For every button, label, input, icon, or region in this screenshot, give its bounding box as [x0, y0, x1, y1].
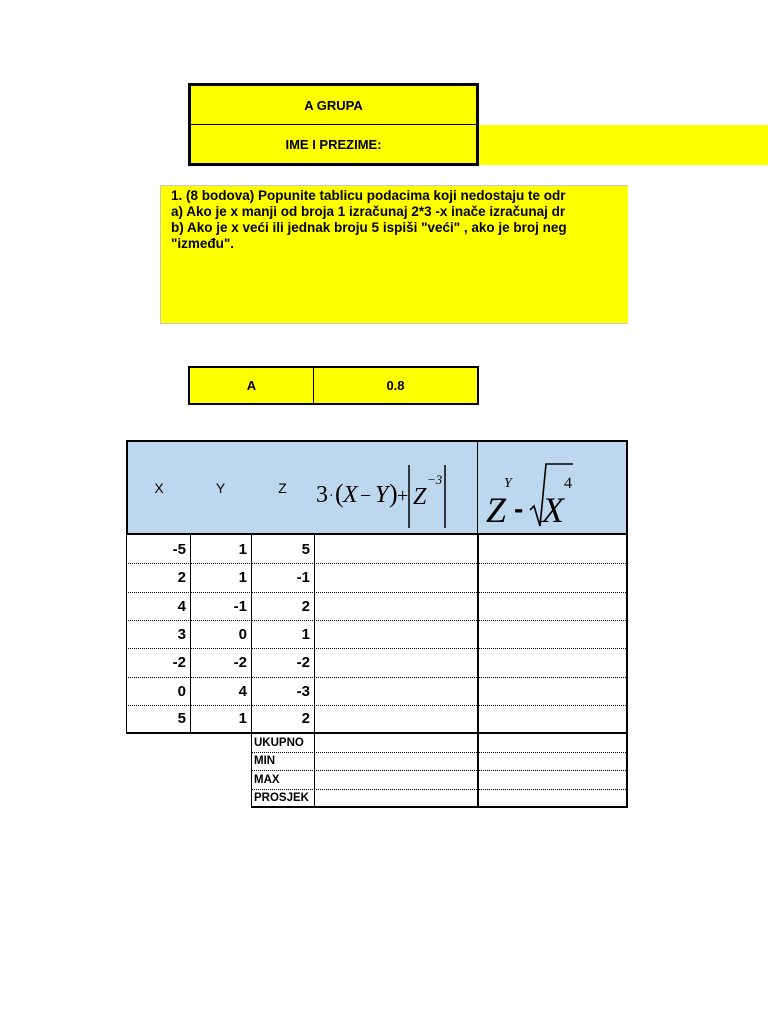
cell-y: 4 [190, 677, 252, 706]
cell-formula-1-result[interactable] [314, 677, 479, 706]
formula-2-z: Z [486, 490, 507, 530]
param-label: A [246, 378, 257, 393]
formula-1-plus: + [397, 485, 409, 507]
cell-formula-1-result[interactable] [314, 620, 479, 649]
summary-label-min: MIN [251, 752, 315, 771]
cell-x: 3 [126, 620, 191, 649]
task-line-4: "između". [171, 236, 235, 251]
formula-1-close: ) [389, 479, 398, 508]
cell-z: -3 [251, 677, 315, 706]
summary-label-ukupno: UKUPNO [251, 733, 315, 753]
cell-z: -1 [251, 563, 315, 593]
cell-formula-1-result[interactable] [314, 563, 479, 593]
cell-formula-1-result[interactable] [314, 705, 479, 734]
name-label: IME I PREZIME: [285, 136, 382, 152]
summary-label-max: MAX [251, 770, 315, 790]
cell-z: -2 [251, 648, 315, 678]
task-line-3: b) Ako je x veći ili jednak broju 5 ispiši "veći" , ako je broj neg [171, 220, 567, 235]
summary-formula-1-ukupno[interactable] [314, 733, 479, 753]
summary-formula-1-min[interactable] [314, 752, 479, 771]
formula-1-dot: · [329, 489, 334, 504]
cell-y: 1 [190, 563, 252, 593]
summary-formula-2-min[interactable] [478, 752, 628, 771]
cell-y: -1 [190, 592, 252, 621]
summary-label-prosjek: PROSJEK [251, 789, 315, 808]
cell-formula-2-result[interactable] [478, 677, 628, 706]
cell-x: 5 [126, 705, 191, 734]
name-label-cell [188, 124, 479, 166]
formula-1-minus: − [360, 485, 372, 507]
cell-x: -2 [126, 648, 191, 678]
cell-formula-1-result[interactable] [314, 535, 479, 564]
formula-1-open: ( [335, 479, 344, 508]
summary-formula-1-prosjek[interactable] [314, 789, 479, 808]
group-label-right-border [476, 83, 628, 125]
cell-formula-2-result[interactable] [478, 648, 628, 678]
formula-2-x: X [542, 490, 564, 530]
formula-1-exp: −3 [427, 472, 443, 487]
summary-formula-2-prosjek[interactable] [478, 789, 628, 808]
cell-formula-1-result[interactable] [314, 592, 479, 621]
column-header-formula-2 [478, 440, 628, 535]
task-line-2: a) Ako je x manji od broja 1 izračunaj 2*3 -x inače izračunaj dr [171, 204, 566, 219]
cell-z: 5 [251, 535, 315, 564]
task-description [160, 185, 628, 324]
column-header-y: Y [190, 440, 252, 535]
cell-formula-2-result[interactable] [478, 535, 628, 564]
cell-z: 1 [251, 620, 315, 649]
param-value: 0.8 [386, 378, 405, 393]
cell-y: 0 [190, 620, 252, 649]
param-label-cell [188, 366, 314, 405]
formula-1-x: X [343, 482, 358, 508]
formula-1-y: Y [375, 482, 389, 508]
summary-formula-2-max[interactable] [478, 770, 628, 790]
param-value-cell[interactable] [313, 366, 479, 405]
cell-formula-2-result[interactable] [478, 592, 628, 621]
column-header-formula-1 [314, 440, 479, 535]
cell-x: -5 [126, 535, 191, 564]
formula-2-zexp: Y [504, 476, 512, 491]
group-label: A GRUPA [304, 97, 363, 113]
formula-1-z: Z [413, 484, 427, 510]
formula-2 [478, 442, 626, 533]
cell-x: 4 [126, 592, 191, 621]
cell-y: 1 [190, 535, 252, 564]
formula-1 [314, 442, 475, 533]
formula-2-minus: - [514, 493, 524, 524]
cell-formula-1-result[interactable] [314, 648, 479, 678]
formula-2-xexp: 4 [564, 475, 572, 492]
column-header-x: X [126, 440, 191, 535]
group-label-cell [188, 83, 479, 125]
cell-y: -2 [190, 648, 252, 678]
summary-formula-1-max[interactable] [314, 770, 479, 790]
cell-y: 1 [190, 705, 252, 734]
task-line-1: 1. (8 bodova) Popunite tablicu podacima koji nedostaju te odr [171, 188, 566, 203]
cell-x: 2 [126, 563, 191, 593]
cell-formula-2-result[interactable] [478, 620, 628, 649]
column-header-z: Z [251, 440, 315, 535]
cell-x: 0 [126, 677, 191, 706]
formula-1-coef: 3 [316, 482, 328, 508]
cell-z: 2 [251, 705, 315, 734]
summary-formula-2-ukupno[interactable] [478, 733, 628, 753]
name-input-cell[interactable] [479, 125, 768, 165]
cell-z: 2 [251, 592, 315, 621]
cell-formula-2-result[interactable] [478, 563, 628, 593]
cell-formula-2-result[interactable] [478, 705, 628, 734]
